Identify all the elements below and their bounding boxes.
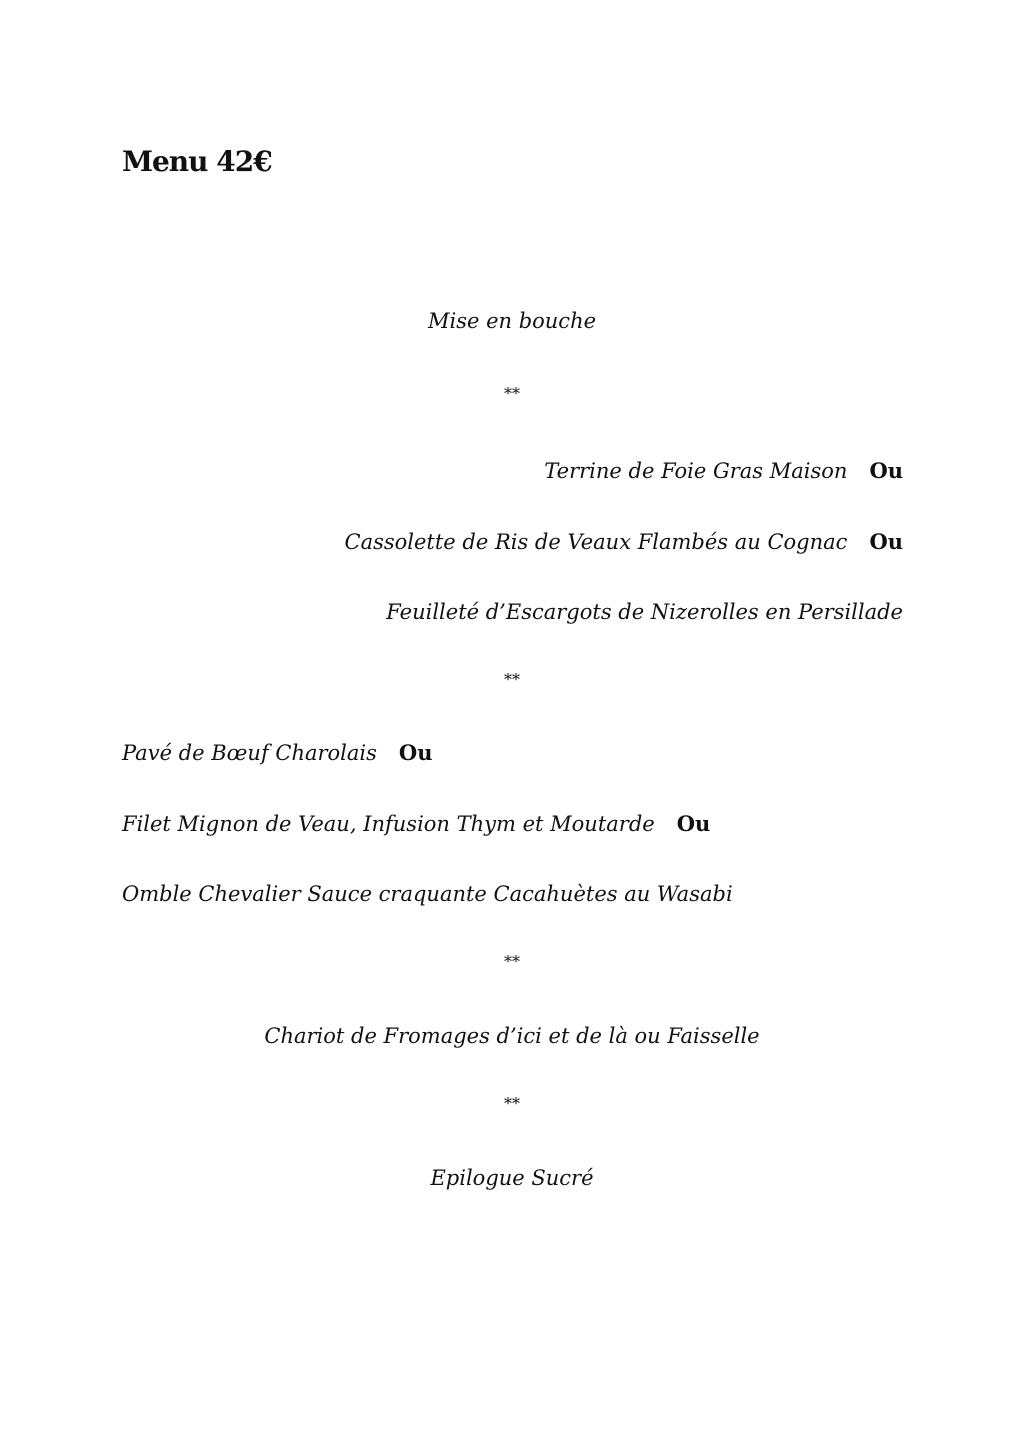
- cheese-course: Chariot de Fromages d’ici et de là ou Faisselle: [264, 1024, 760, 1048]
- separator-2: **: [504, 670, 520, 689]
- starter-2-text: Cassolette de Ris de Veaux Flambés au Cognac: [344, 530, 848, 554]
- starter-2: [345, 526, 904, 558]
- starter-1-text: Terrine de Foie Gras Maison: [544, 459, 848, 483]
- starter-3: [386, 596, 903, 628]
- separator-3: **: [504, 952, 520, 971]
- or-label: Ou: [398, 740, 433, 765]
- starter-3-text: Feuilleté d’Escargots de Nizerolles en Persillade: [386, 600, 903, 624]
- main-1: [122, 737, 432, 769]
- amuse-bouche: Mise en bouche: [427, 309, 597, 333]
- dessert-course: Epilogue Sucré: [430, 1166, 594, 1190]
- menu-title: Menu 42€: [122, 145, 272, 178]
- or-label: Ou: [869, 458, 903, 483]
- main-2-text: Filet Mignon de Veau, Infusion Thym et Moutarde: [122, 812, 655, 836]
- starter-1: [544, 455, 903, 487]
- main-2: [122, 808, 710, 840]
- main-1-text: Pavé de Bœuf Charolais: [122, 741, 377, 765]
- separator-4: **: [504, 1094, 520, 1113]
- or-label: Ou: [869, 529, 903, 554]
- main-3-text: Omble Chevalier Sauce craquante Cacahuètes au Wasabi: [122, 882, 733, 906]
- separator-1: **: [504, 384, 520, 403]
- main-3: [122, 878, 733, 910]
- or-label: Ou: [676, 811, 711, 836]
